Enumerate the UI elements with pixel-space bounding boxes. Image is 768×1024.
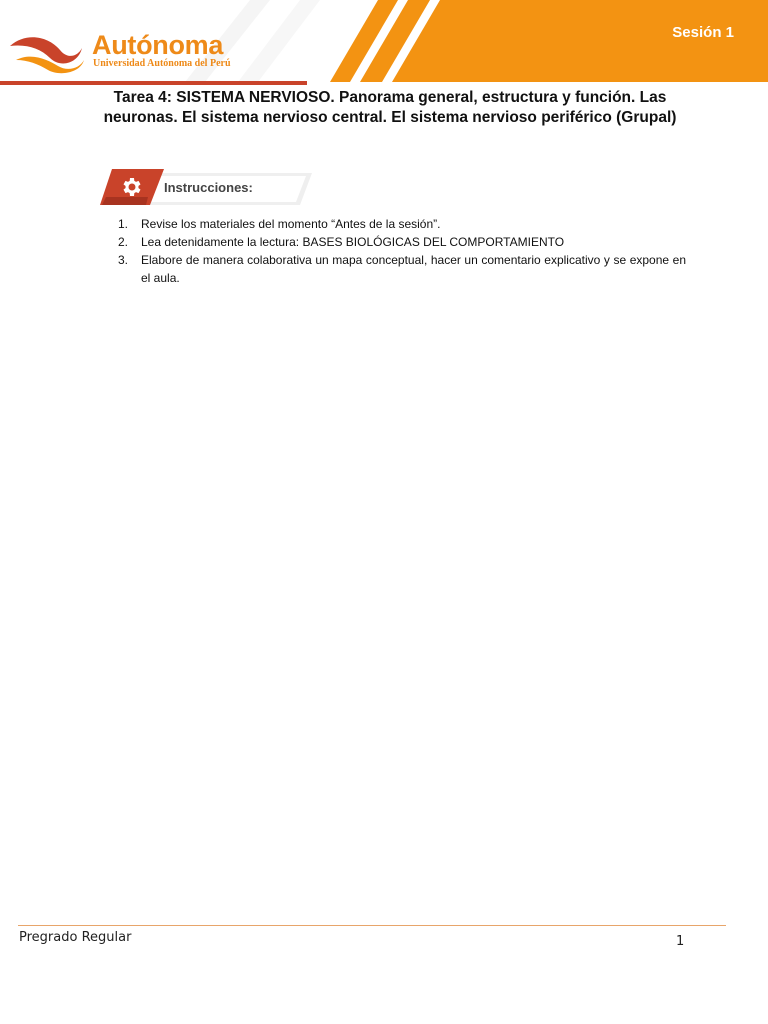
- list-item: [116, 251, 686, 287]
- university-logo: [8, 30, 248, 75]
- logo-wordmark: Autónoma: [92, 30, 224, 60]
- header-orange-band: [392, 0, 768, 82]
- list-item: [116, 233, 686, 251]
- header-red-underline: [0, 81, 307, 85]
- list-item-number: 3.: [118, 253, 129, 267]
- section-label: Instrucciones:: [164, 180, 253, 195]
- instructions-list: [116, 215, 686, 287]
- list-item-number: 2.: [118, 235, 129, 249]
- footer-program: Pregrado Regular: [19, 930, 132, 945]
- logo-mark-icon: [8, 30, 88, 75]
- footer-divider: [18, 925, 726, 926]
- list-item-text: Elabore de manera colaborativa un mapa conceptual, hacer un comentario explicativo y se expone en el aula.: [141, 253, 686, 285]
- list-item: [116, 215, 686, 233]
- gear-icon: [119, 175, 143, 199]
- page-header: [0, 0, 768, 86]
- list-item-number: 1.: [118, 217, 129, 231]
- session-label: Sesión 1: [672, 24, 734, 41]
- instructions-banner: [100, 167, 312, 207]
- list-item-text: Revise los materiales del momento “Antes de la sesión”.: [141, 217, 441, 231]
- list-item-text: Lea detenidamente la lectura: BASES BIOLÓGICAS DEL COMPORTAMIENTO: [141, 235, 565, 249]
- page-number: 1: [676, 934, 685, 949]
- logo-subtitle: Universidad Autónoma del Perú: [93, 58, 231, 69]
- document-title: Tarea 4: SISTEMA NERVIOSO. Panorama general, estructura y función. Las neuronas. El sistema nervioso central. El sistema nervioso periférico (Grupal): [103, 89, 677, 126]
